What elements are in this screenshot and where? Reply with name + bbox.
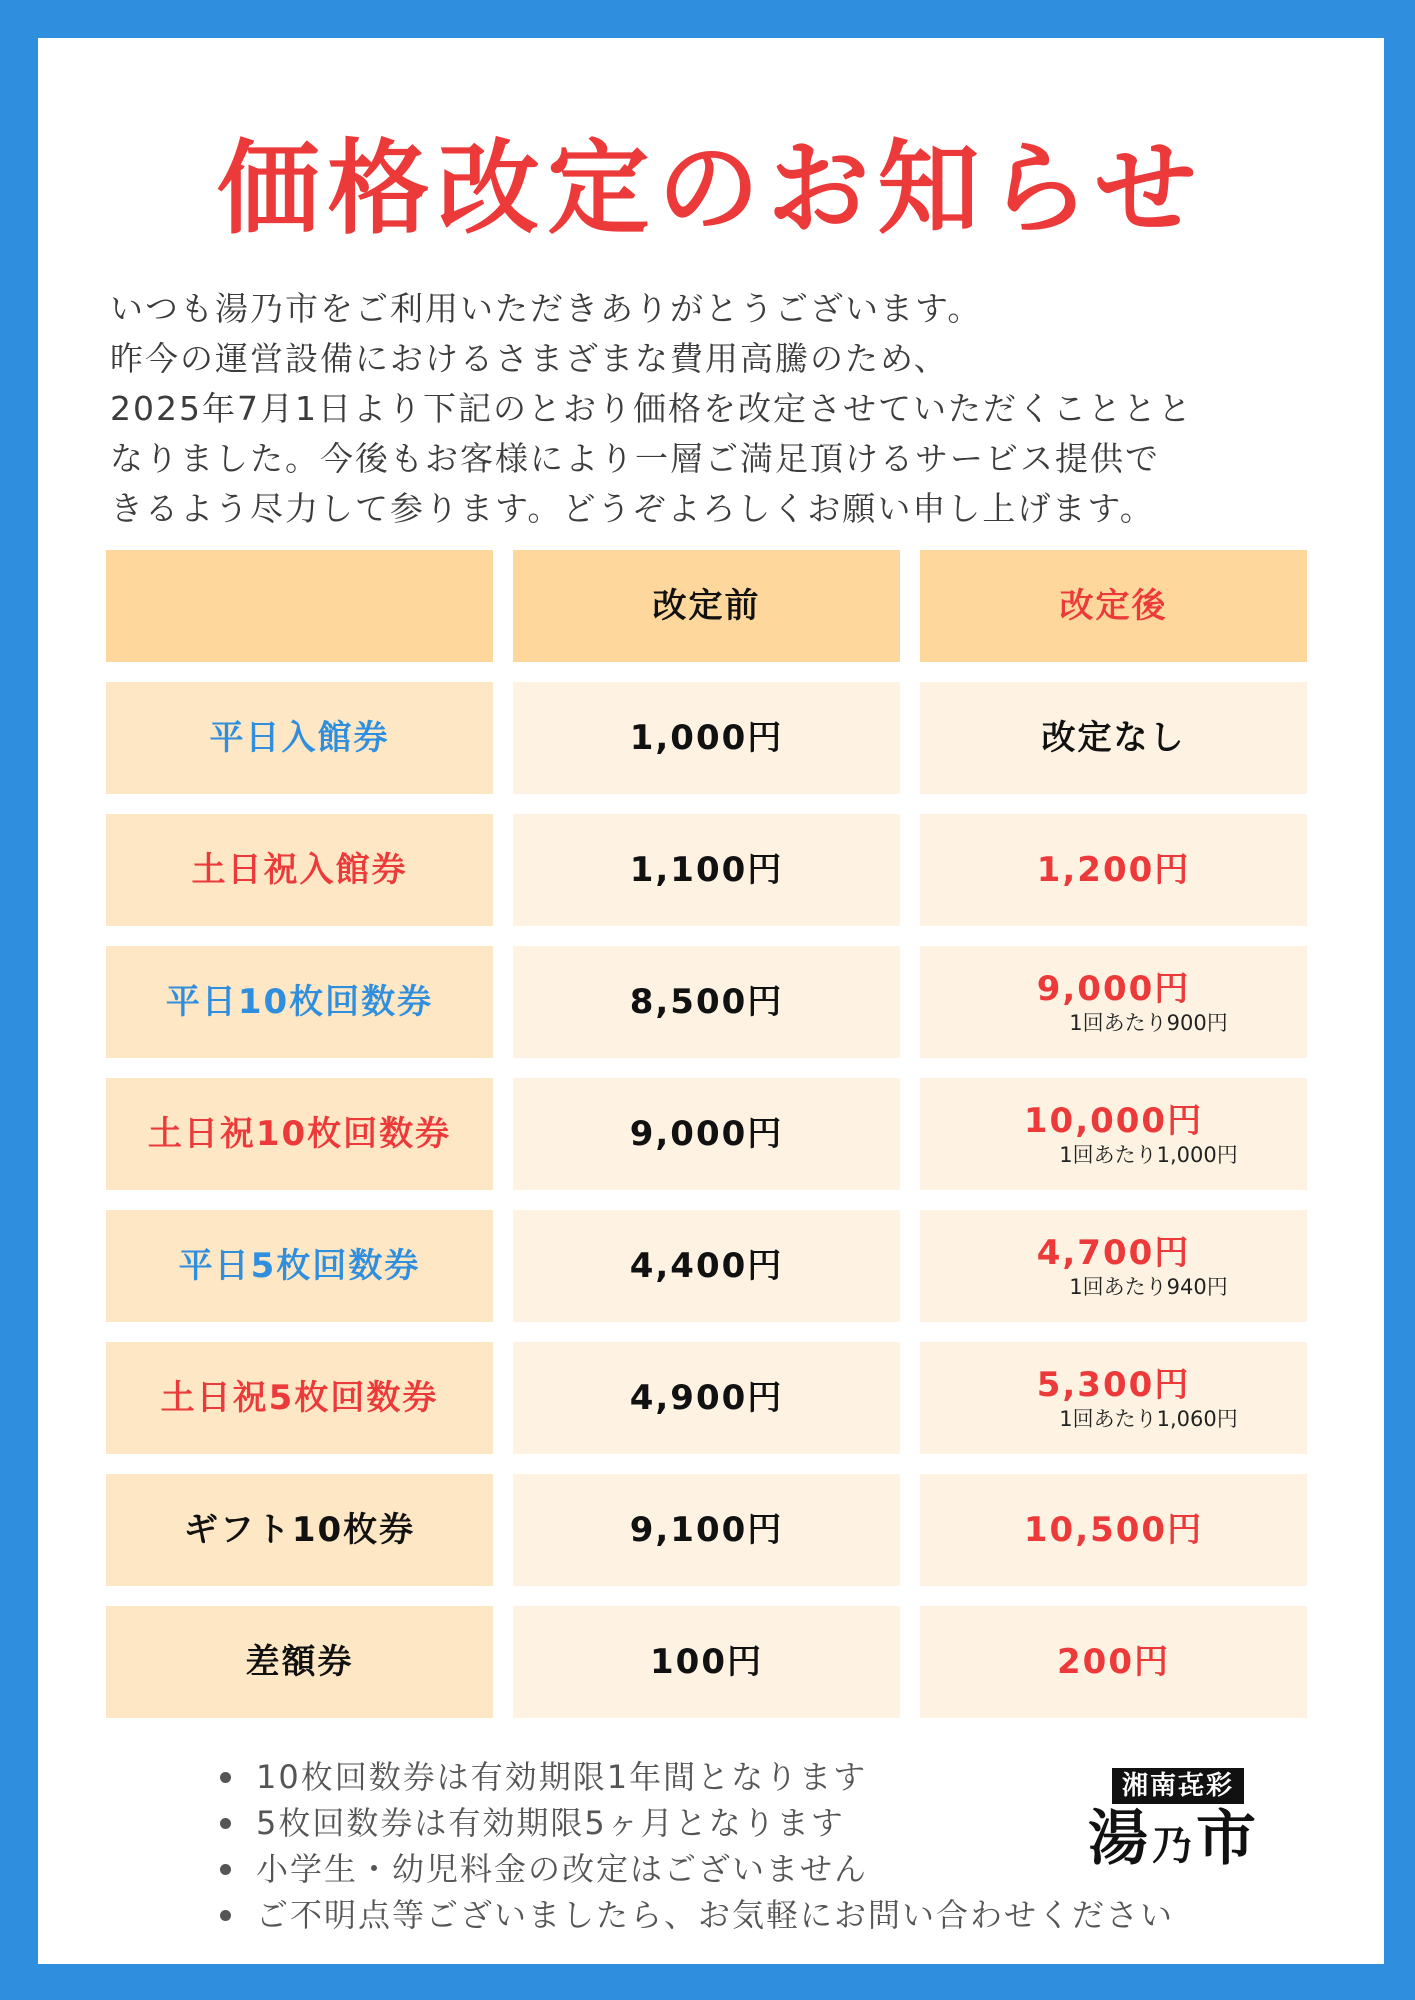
intro-line: きるよう尽力して参ります。どうぞよろしくお願い申し上げます。 [110, 489, 1155, 528]
table-row-label [106, 1210, 493, 1322]
intro-paragraph [110, 284, 1340, 534]
yunoichi-logo [1088, 1756, 1308, 1876]
table-row-before [513, 946, 900, 1058]
header-before: 改定前 [652, 586, 761, 626]
price-before: 4,400円 [629, 1246, 784, 1286]
ticket-name: 平日入館券 [209, 718, 390, 758]
price-after: 200円 [1057, 1642, 1170, 1682]
notice-sheet [38, 38, 1384, 1964]
logo-char: 市 [1196, 1804, 1260, 1874]
price-before: 100円 [650, 1642, 763, 1682]
notes-list [220, 1754, 1174, 1938]
table-row-label [106, 1606, 493, 1718]
table-row-label [106, 682, 493, 794]
logo-char: 乃 [1152, 1822, 1196, 1869]
ticket-name: 土日祝10枚回数券 [147, 1114, 452, 1154]
price-after: 改定なし [1041, 718, 1186, 758]
table-row-label [106, 1474, 493, 1586]
per-use-note: 1回あたり900円 [1069, 1011, 1228, 1035]
price-after: 10,500円 [1023, 1510, 1204, 1550]
table-row-after [920, 946, 1307, 1058]
header-empty-cell [106, 550, 493, 662]
table-row-before [513, 1078, 900, 1190]
price-before: 8,500円 [629, 982, 784, 1022]
per-use-note: 1回あたり940円 [1069, 1275, 1228, 1299]
table-row-after [920, 682, 1307, 794]
note-item: 10枚回数券は有効期限1年間となります [220, 1754, 1174, 1800]
price-after: 4,700円 [1036, 1233, 1191, 1273]
page-title: 価格改定のお知らせ [217, 130, 1205, 249]
price-before: 1,100円 [629, 850, 784, 890]
price-after: 9,000円 [1036, 969, 1191, 1009]
logo-subtitle: 湘南㐂彩 [1112, 1768, 1244, 1804]
intro-line: いつも湯乃市をご利用いただきありがとうございます。 [110, 289, 983, 328]
intro-line: なりました。今後もお客様により一層ご満足頂けるサービス提供で [110, 439, 1160, 478]
table-row-label [106, 1078, 493, 1190]
price-before: 9,100円 [629, 1510, 784, 1550]
table-row-after [920, 1342, 1307, 1454]
table-row-label [106, 1342, 493, 1454]
header-before-cell [513, 550, 900, 662]
per-use-note: 1回あたり1,060円 [1059, 1407, 1238, 1431]
price-after: 1,200円 [1036, 850, 1191, 890]
ticket-name: ギフト10枚券 [183, 1510, 416, 1550]
table-row-before [513, 682, 900, 794]
intro-line: 2025年7月1日より下記のとおり価格を改定させていただくこととと [110, 389, 1193, 428]
price-after: 5,300円 [1036, 1365, 1191, 1405]
table-row-after [920, 1210, 1307, 1322]
per-use-note: 1回あたり1,000円 [1059, 1143, 1238, 1167]
table-row-after [920, 1474, 1307, 1586]
note-item: ご不明点等ございましたら、お気軽にお問い合わせください [220, 1892, 1174, 1938]
ticket-name: 平日5枚回数券 [178, 1246, 421, 1286]
intro-line: 昨今の運営設備におけるさまざまな費用高騰のため、 [110, 339, 949, 378]
logo-char: 湯 [1088, 1804, 1152, 1874]
note-item: 5枚回数券は有効期限5ヶ月となります [220, 1800, 1174, 1846]
header-after: 改定後 [1059, 586, 1168, 626]
price-after: 10,000円 [1023, 1101, 1204, 1141]
table-row-before [513, 814, 900, 926]
header-after-cell [920, 550, 1307, 662]
price-before: 4,900円 [629, 1378, 784, 1418]
table-row-before [513, 1474, 900, 1586]
price-before: 9,000円 [629, 1114, 784, 1154]
table-row-before [513, 1606, 900, 1718]
table-row-label [106, 946, 493, 1058]
table-row-before [513, 1210, 900, 1322]
ticket-name: 土日祝5枚回数券 [160, 1378, 439, 1418]
price-before: 1,000円 [629, 718, 784, 758]
table-row-after [920, 1606, 1307, 1718]
ticket-name: 差額券 [245, 1642, 354, 1682]
note-item: 小学生・幼児料金の改定はございません [220, 1846, 1174, 1892]
logo-wordmark [1088, 1804, 1260, 1881]
ticket-name: 平日10枚回数券 [165, 982, 434, 1022]
table-row-after [920, 814, 1307, 926]
table-row-before [513, 1342, 900, 1454]
table-row-after [920, 1078, 1307, 1190]
ticket-name: 土日祝入館券 [191, 850, 408, 890]
table-row-label [106, 814, 493, 926]
